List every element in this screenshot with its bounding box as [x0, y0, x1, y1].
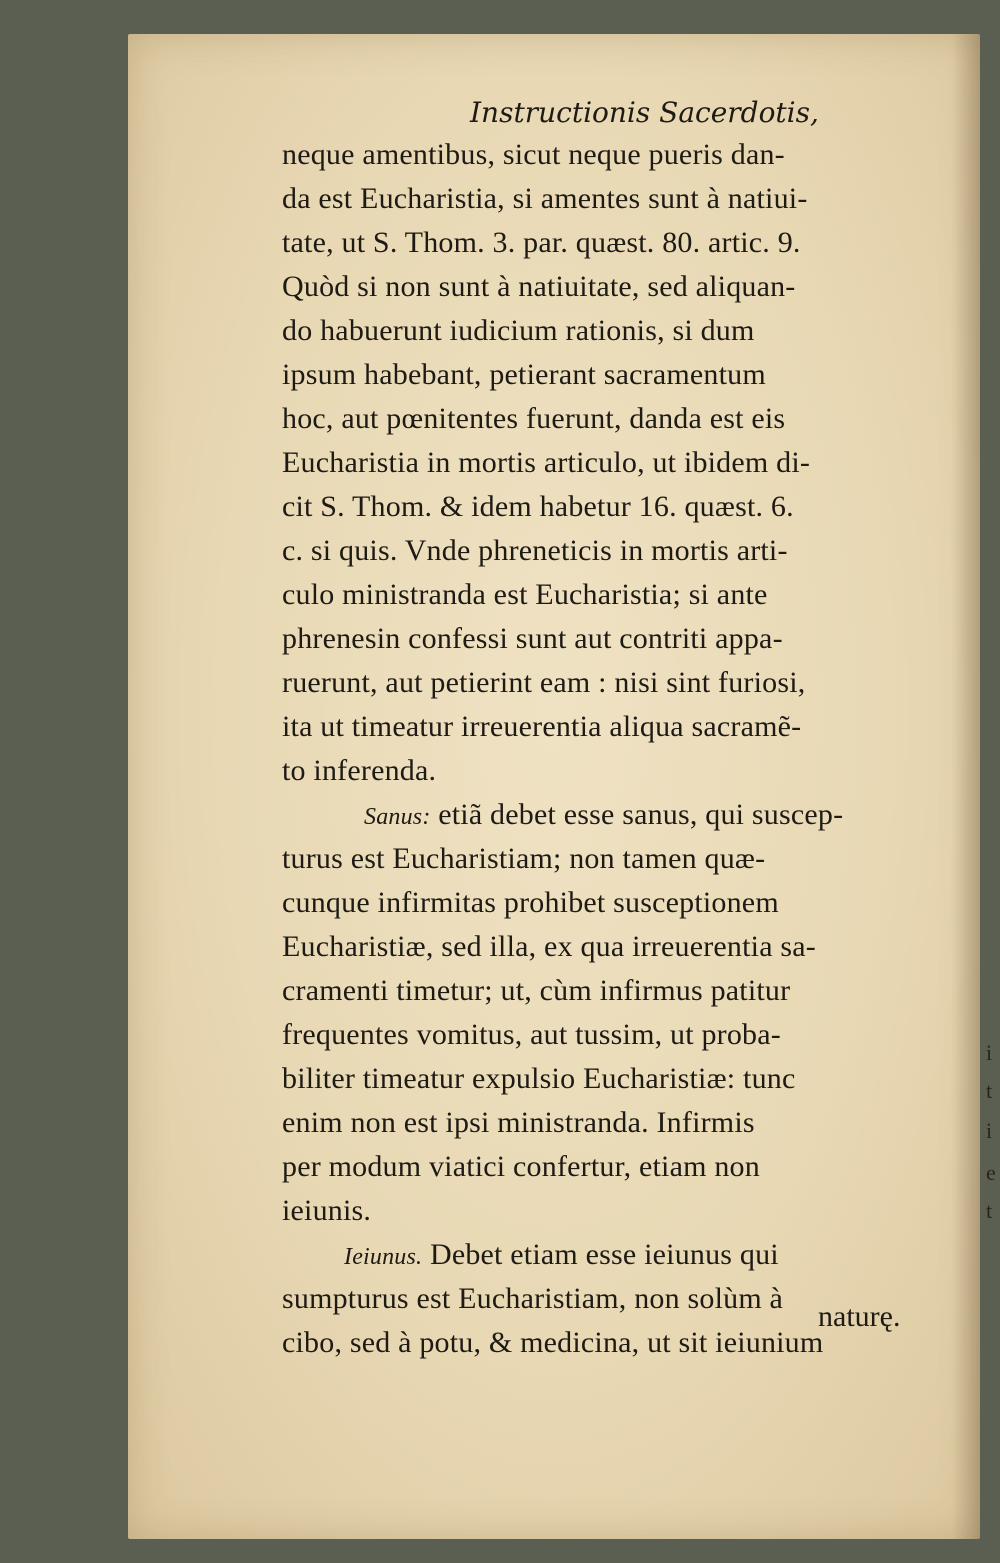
- text-line: enim non est ipsi ministranda. Infirmis: [282, 1106, 755, 1139]
- text-line: sumpturus est Eucharistiam, non solùm à: [282, 1282, 784, 1315]
- text-line: tate, ut S. Thom. 3. par. quæst. 80. artic. 9.: [282, 226, 801, 259]
- facing-page-letter: i: [986, 1118, 993, 1143]
- text-line: do habuerunt iudicium rationis, si dum: [282, 314, 755, 347]
- text-line: ieiunis.: [282, 1194, 372, 1227]
- text-line: frequentes vomitus, aut tussim, ut proba-: [282, 1018, 781, 1051]
- text-line: biliter timeatur expulsio Eucharistiæ: tunc: [282, 1062, 796, 1095]
- text-line: ipsum habebant, petierant sacramentum: [282, 358, 766, 391]
- text-line: Eucharistiæ, sed illa, ex qua irreuerentia sa-: [282, 930, 816, 963]
- text-line: ruerunt, aut petierint eam : nisi sint furiosi,: [282, 666, 806, 699]
- paragraph-label-sanus: Sanus:: [364, 804, 431, 830]
- text-line: to inferenda.: [282, 754, 437, 787]
- text-line: cit S. Thom. & idem habetur 16. quæst. 6.: [282, 490, 794, 523]
- text-line: ita ut timeatur irreuerentia aliqua sacramẽ-: [282, 710, 802, 743]
- text-line: da est Eucharistia, si amentes sunt à natiui-: [282, 182, 808, 215]
- text-run: etiã debet esse sanus, qui suscep-: [430, 798, 844, 831]
- paragraph-ieiunus-first-line: [344, 1238, 779, 1274]
- running-head: Instructionis Sacerdotis,: [470, 96, 819, 129]
- text-line: per modum viatici confertur, etiam non: [282, 1150, 760, 1183]
- text-run: Debet etiam esse ieiunus qui: [422, 1238, 779, 1271]
- text-line: cramenti timetur; ut, cùm infirmus patitur: [282, 974, 791, 1007]
- catchword: naturę.: [818, 1300, 901, 1333]
- text-line: culo ministranda est Eucharistia; si ante: [282, 578, 768, 611]
- text-line: phrenesin confessi sunt aut contriti appa-: [282, 622, 783, 655]
- text-line: turus est Eucharistiam; non tamen quæ-: [282, 842, 766, 875]
- text-line: hoc, aut pœnitentes fuerunt, danda est eis: [282, 402, 786, 435]
- text-line: Eucharistia in mortis articulo, ut ibidem di-: [282, 446, 811, 479]
- facing-page-letter: e: [986, 1160, 996, 1185]
- text-line: cibo, sed à potu, & medicina, ut sit ieiunium: [282, 1326, 824, 1359]
- facing-page-letter: t: [986, 1078, 993, 1103]
- facing-page-letter: t: [986, 1198, 993, 1223]
- paragraph-label-ieiunus: Ieiunus.: [344, 1244, 423, 1270]
- page-gutter-shadow: [952, 34, 980, 1539]
- text-line: neque amentibus, sicut neque pueris dan-: [282, 138, 785, 171]
- facing-page-letter: i: [986, 1040, 993, 1065]
- text-line: cunque infirmitas prohibet susceptionem: [282, 886, 779, 919]
- text-line: c. si quis. Vnde phreneticis in mortis arti-: [282, 534, 788, 567]
- paragraph-sanus-first-line: [364, 798, 843, 834]
- text-line: Quòd si non sunt à natiuitate, sed aliquan-: [282, 270, 796, 303]
